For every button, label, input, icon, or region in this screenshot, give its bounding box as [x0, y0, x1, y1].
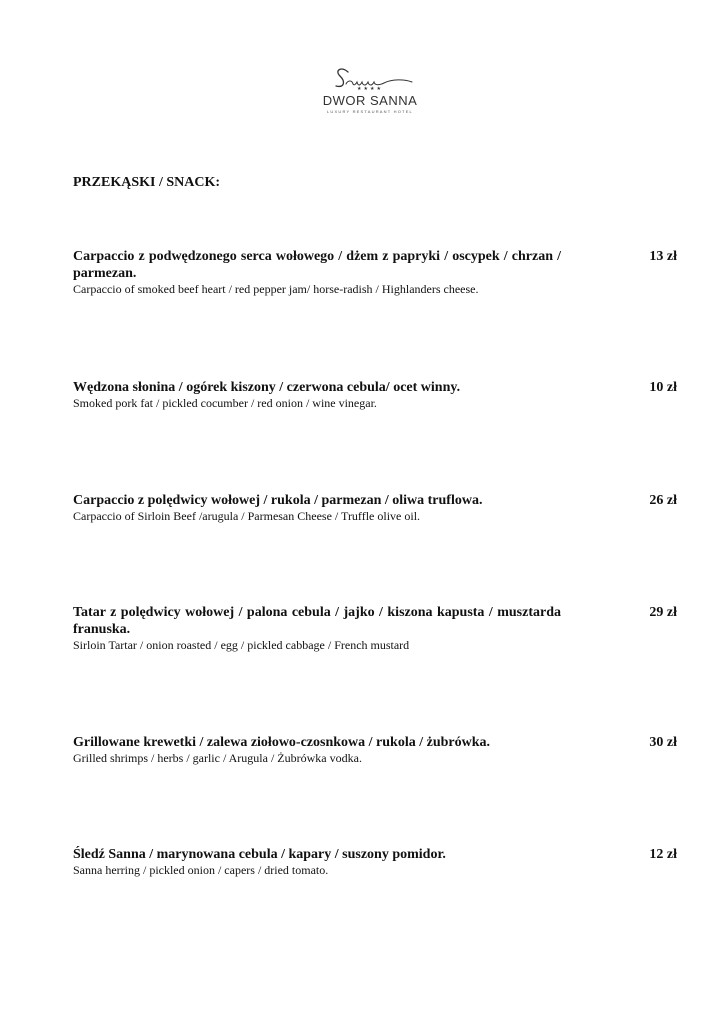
- logo-tagline: LUXURY RESTAURANT HOTEL: [327, 109, 413, 114]
- item-description: Sanna herring / pickled onion / capers / dried tomato.: [73, 863, 329, 877]
- item-name: Carpaccio z polędwicy wołowej / rukola / parmezan / oliwa truflowa.: [73, 493, 483, 508]
- logo-stars: ★★★★: [357, 86, 383, 92]
- item-description: Carpaccio of Sirloin Beef /arugula / Parmesan Cheese / Truffle olive oil.: [73, 509, 421, 523]
- item-price: 26 zł: [649, 493, 677, 508]
- item-name: Śledź Sanna / marynowana cebula / kapary / suszony pomidor.: [73, 847, 446, 862]
- item-name: Wędzona słonina / ogórek kiszony / czerwona cebula/ ocet winny.: [73, 380, 461, 395]
- item-name: Grillowane krewetki / zalewa ziołowo-czosnkowa / rukola / żubrówka.: [73, 735, 490, 750]
- item-name: Carpaccio z podwędzonego serca wołowego / dżem z papryki / oscypek / chrzan / parmezan.: [73, 249, 561, 281]
- item-price: 30 zł: [649, 735, 677, 750]
- item-price: 13 zł: [649, 249, 677, 264]
- menu-item: [73, 846, 677, 878]
- menu-item: [73, 734, 677, 766]
- logo-name: DWOR SANNA: [322, 93, 418, 108]
- item-name: Tatar z polędwicy wołowej / palona cebula / jajko / kiszona kapusta / musztarda franuska.: [73, 605, 561, 637]
- item-description: Sirloin Tartar / onion roasted / egg / pickled cabbage / French mustard: [73, 638, 410, 652]
- item-description: Carpaccio of smoked beef heart / red pepper jam/ horse-radish / Highlanders cheese.: [73, 282, 479, 296]
- item-description: Grilled shrimps / herbs / garlic / Arugula / Żubrówka vodka.: [73, 751, 362, 765]
- menu-item: [73, 379, 677, 411]
- item-description: Smoked pork fat / pickled cocumber / red onion / wine vinegar.: [73, 396, 377, 410]
- item-price: 12 zł: [649, 847, 677, 862]
- hotel-logo: [300, 62, 440, 118]
- menu-item: [73, 492, 677, 524]
- menu-item: [73, 604, 677, 653]
- section-title: PRZEKĄSKI / SNACK:: [73, 175, 221, 190]
- item-price: 29 zł: [649, 605, 677, 620]
- item-price: 10 zł: [649, 380, 677, 395]
- menu-item: [73, 248, 677, 297]
